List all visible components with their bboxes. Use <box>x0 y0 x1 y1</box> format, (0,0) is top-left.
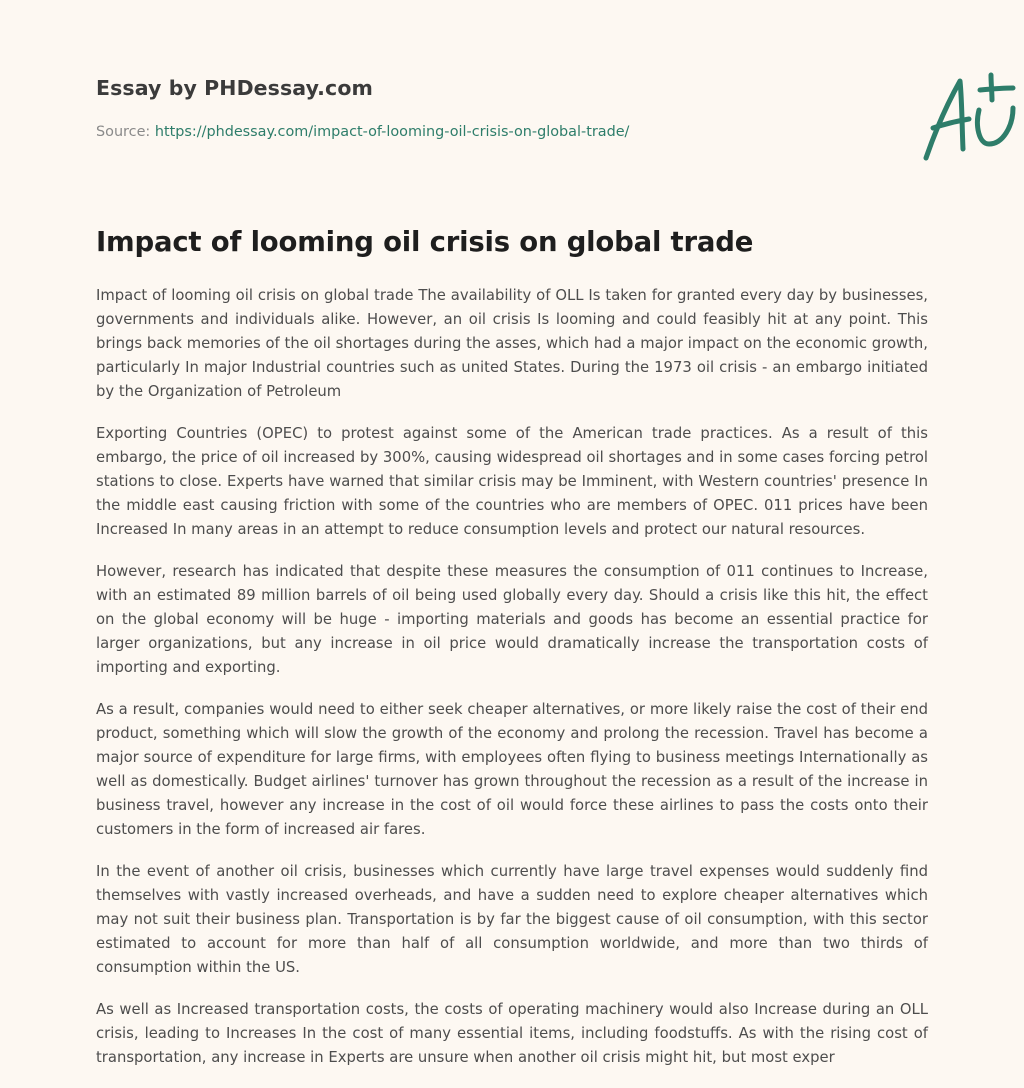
essay-body <box>96 284 928 1088</box>
essay-paragraph: As a result, companies would need to either seek cheaper alternatives, or more likely raise the cost of their end product, something which will slow the growth of the economy and prolong the recession. Travel has become a major source of expenditure for large firms, with employees often flying to business meetings Internationally as well as domestically. Budget airlines' turnover has grown throughout the recession as a result of the increase in business travel, however any increase in the cost of oil would force these airlines to pass the costs onto their customers in the form of increased air fares. <box>96 701 928 838</box>
essay-title: Impact of looming oil crisis on global trade <box>96 226 754 258</box>
source-line <box>96 124 629 140</box>
a-plus-grade-icon <box>919 70 1023 164</box>
source-link[interactable]: https://phdessay.com/impact-of-looming-oil-crisis-on-global-trade/ <box>154 124 630 140</box>
source-label: Source: <box>96 124 151 140</box>
essay-paragraph: However, research has indicated that despite these measures the consumption of 011 continues to Increase, with an estimated 89 million barrels of oil being used globally every day. Should a crisis like this hit, the effect on the global economy will be huge - importing materials and goods has become an essential practice for larger organizations, but any increase in oil price would dramatically increase the transportation costs of importing and exporting. <box>96 563 928 676</box>
essay-paragraph: As well as Increased transportation costs, the costs of operating machinery would also Increase during an OLL crisis, leading to Increases In the cost of many essential items, including foodstuffs. As with the rising cost of transportation, any increase in Experts are unsure when another oil crisis might hit, but most exper <box>96 1001 928 1066</box>
essay-paragraph: In the event of another oil crisis, businesses which currently have large travel expenses would suddenly find themselves with vastly increased overheads, and have a sudden need to explore cheaper alternatives which may not suit their business plan. Transportation is by far the biggest cause of oil consumption, with this sector estimated to account for more than half of all consumption worldwide, and more than two thirds of consumption within the US. <box>96 863 928 976</box>
site-title: Essay by PHDessay.com <box>96 76 373 100</box>
essay-paragraph: Impact of looming oil crisis on global trade The availability of OLL Is taken for granted every day by businesses, governments and individuals alike. However, an oil crisis Is looming and could feasibly hit at any point. This brings back memories of the oil shortages during the asses, which had a major impact on the economic growth, particularly In major Industrial countries such as united States. During the 1973 oil crisis - an embargo initiated by the Organization of Petroleum <box>96 287 928 400</box>
essay-paragraph: Exporting Countries (OPEC) to protest against some of the American trade practices. As a result of this embargo, the price of oil increased by 300%, causing widespread oil shortages and in some cases forcing petrol stations to close. Experts have warned that similar crisis may be Imminent, with Western countries' presence In the middle east causing friction with some of the countries who are members of OPEC. 011 prices have been Increased In many areas in an attempt to reduce consumption levels and protect our natural resources. <box>96 425 928 538</box>
